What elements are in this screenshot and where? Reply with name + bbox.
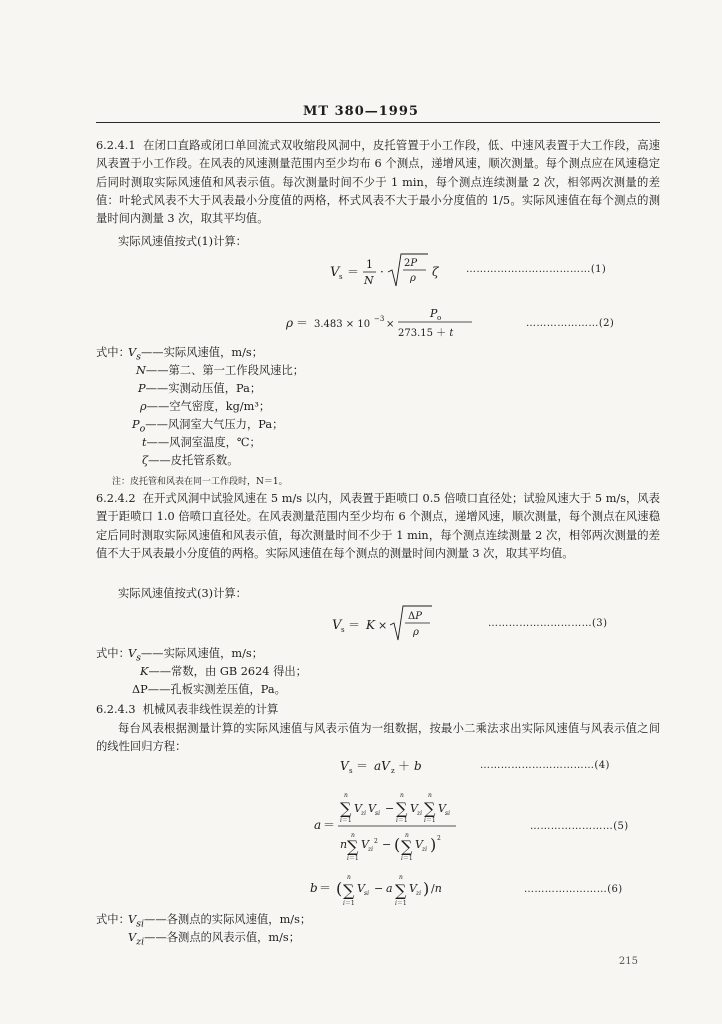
svg-text:∑: ∑ [395,881,407,900]
var-desc: ——第二、第一工作段风速比； [145,364,305,377]
svg-text:aV: aV [374,759,390,773]
page-number: 215 [618,956,638,967]
svg-text:2: 2 [437,835,441,842]
svg-text:∑: ∑ [347,837,359,856]
svg-text:V: V [410,802,418,815]
var-desc: ——实际风速值，m/s； [141,346,263,359]
svg-text:n: n [347,874,351,881]
var-symbol: ρ [140,400,147,413]
leader-dots-1: ………………………………(1) [466,264,607,275]
svg-text:i＝1: i＝1 [401,855,413,862]
svg-text:−: − [385,802,395,815]
var-desc: ——风洞室温度，℃； [146,436,261,449]
svg-text:s: s [349,767,353,775]
svg-text:i＝1: i＝1 [340,817,352,824]
svg-text:∑: ∑ [401,837,413,856]
svg-text:zi: zi [417,810,423,817]
svg-text:zi: zi [416,890,422,897]
var-desc: ——实际风速值，m/s； [141,647,263,660]
svg-text:2: 2 [374,838,378,845]
svg-text:zi: zi [361,810,367,817]
var-symbol: $V_s$ [128,346,141,363]
note: 注：皮托管和风表在同一工作段时，N＝1。 [112,477,288,487]
section-6-2-4-3-title [96,702,278,718]
var-desc: ——各测点的实际风速值，m/s； [144,913,312,926]
section-number: 6.2.4.2 [96,492,136,505]
svg-text:∑: ∑ [343,881,355,900]
svg-text:∑: ∑ [396,799,408,818]
svg-text:ΔP: ΔP [408,611,422,622]
leader-dots-3: …………………………(3) [488,618,608,629]
svg-text:s: s [339,273,343,281]
leader-dots-5: ……………………(5) [530,821,629,832]
var-row-vzi [128,930,300,950]
var-symbol: $V_{si}$ [128,913,145,930]
svg-text:o: o [437,314,442,322]
calc-intro-3: 实际风速值按式(3)计算： [118,587,247,600]
svg-text:si: si [364,890,369,897]
svg-text:n: n [351,832,355,839]
svg-text:＝: ＝ [319,881,332,895]
leader-dots-6: ……………………(6) [524,884,623,895]
header-rule [96,122,660,123]
svg-text:s: s [341,626,345,634]
svg-text:273.15 ＋ t: 273.15 ＋ t [398,328,454,339]
eq-number-1: (1) [590,264,607,275]
svg-text:∑: ∑ [340,799,352,818]
var-symbol: ΔP [132,683,148,696]
page-header: MT 380—1995 [303,104,419,119]
var-row-p [138,381,261,397]
where-label-3: 式中： [96,913,130,926]
where-label-2: 式中： [96,647,130,660]
svg-text:n: n [340,838,348,851]
svg-text:V: V [409,882,417,895]
var-symbol: $V_{zi}$ [128,931,145,948]
svg-text:1: 1 [366,258,373,271]
svg-text:n: n [428,792,432,799]
var-row-dp [132,682,286,698]
svg-text:i＝1: i＝1 [424,817,436,824]
svg-text:＝: ＝ [347,265,360,279]
svg-text:·: · [380,265,384,279]
calc-intro-1: 实际风速值按式(1)计算： [118,235,247,248]
section-number: 6.2.4.3 [96,703,136,716]
leader-dots-4: ……………………………(4) [480,760,610,771]
var-desc: ——孔板实测差压值，Pa。 [147,683,286,696]
svg-text:＝: ＝ [296,316,309,330]
svg-text:n: n [405,832,409,839]
svg-text:＝: ＝ [348,618,361,632]
var-desc: ——实测动压值，Pa； [145,382,262,395]
svg-text:V: V [354,802,362,815]
var-row-t [142,435,261,451]
eq-number-2: (2) [598,318,615,329]
svg-text:n: n [344,792,348,799]
formula-1 [320,250,460,296]
svg-text:ρ: ρ [410,273,416,284]
svg-text:V: V [368,802,376,815]
svg-text:b: b [310,881,318,895]
var-desc: ——各测点的风表示值，m/s； [144,931,301,944]
var-desc: ——空气密度，kg/m³； [146,400,271,413]
section-text: 在开式风洞中试验风速在 5 m/s 以内，风表置于距喷口 0.5 倍喷口直径处；试验风速大于 5 m/s，风表置于距喷口 1.0 倍喷口直径处。在风表测量范围内至少均布 6 个测点，递增风速，顺次测量，每个测点在风速稳定后同时测取实际风速值和风表示值，每次测量时间不少于 1 min，每个测点连续测量 2 次，相邻两次测量的差值不大于风表最小分度值的两格。实际风速值在每个测点的测量时间内测量 3 次，取其平均值。 [96,492,660,560]
var-symbol: N [136,364,146,377]
svg-text:V: V [340,759,349,773]
svg-text:): ) [423,879,430,898]
svg-text:V: V [361,838,369,851]
svg-text:a: a [386,882,393,895]
svg-text:V: V [415,838,423,851]
svg-text:＝: ＝ [356,759,369,773]
formula-6 [310,868,480,910]
section-text: 在闭口直路或闭口单回流式双收缩段风洞中，皮托管置于小工作段，低、中速风表置于大工作段，高速风表置于小工作段。在风表的风速测量范围内至少均布 6 个测点，递增风速，顺次测量。每个测点应在风速稳定后同时测取实际风速值和风表示值。每次测量时间不少于 1 min，每个测点连续测量 2 次，相邻两次测量的差值：叶轮式风表不大于风表最小分度值的两格，杯式风表不大于最小分度值的 1/5。实际风速值在每个测点的测量时间内测量 3 次，取其平均值。 [96,139,660,226]
svg-text:b: b [414,759,422,773]
svg-text:∑: ∑ [424,799,436,818]
svg-text:＝: ＝ [323,818,336,832]
svg-text:ρ: ρ [413,627,419,638]
svg-text:−: − [382,838,392,851]
svg-text:): ) [430,835,437,854]
var-row-n [136,363,304,379]
svg-text:ρ: ρ [286,316,294,330]
section-number: 6.2.4.1 [96,139,136,152]
section-6-2-4-3-text: 每台风表根据测量计算的实际风速值与风表示值为一组数据，按最小二乘法求出实际风速值与风表示值之间的线性回归方程： [96,722,660,754]
svg-text:i＝1: i＝1 [343,900,355,907]
svg-text:a: a [314,818,322,832]
var-row-zeta [142,453,239,469]
svg-text:V: V [330,265,340,280]
svg-text:(: ( [394,835,401,854]
svg-text:×: × [378,619,388,632]
leader-dots-2: …………………(2) [526,318,615,329]
svg-text:zi: zi [368,846,374,853]
section-title: 机械风表非线性误差的计算 [142,703,279,716]
var-desc: ——风洞室大气压力，Pa； [145,418,284,431]
svg-text:V: V [438,802,446,815]
formula-2 [286,302,486,342]
svg-text:n: n [400,792,404,799]
var-row-k [140,664,307,680]
var-symbol: t [142,436,147,449]
eq-number-3: (3) [592,618,608,629]
svg-text:zi: zi [422,846,428,853]
var-desc: ——皮托管系数。 [148,454,239,467]
svg-text:×: × [386,319,395,330]
svg-text:si: si [375,810,380,817]
var-row-rho [140,399,270,415]
svg-text:(: ( [336,879,343,898]
svg-text:−3: −3 [374,315,385,323]
svg-text:i＝1: i＝1 [347,855,359,862]
svg-text:z: z [391,767,395,775]
section-6-2-4-1 [96,137,660,228]
var-symbol: P [138,382,146,395]
svg-text:V: V [357,882,365,895]
svg-text:2P: 2P [404,258,418,269]
var-desc: ——常数，由 GB 2624 得出； [148,665,307,678]
svg-text:V: V [332,618,342,633]
svg-text:3.483 × 10: 3.483 × 10 [314,319,371,330]
svg-text:/n: /n [431,882,442,895]
var-symbol: K [140,665,149,678]
svg-text:P: P [430,307,438,320]
svg-text:＋: ＋ [398,759,411,773]
svg-text:−: − [374,882,384,895]
svg-text:i＝1: i＝1 [396,817,408,824]
formula-5 [314,786,484,862]
where-label-1: 式中： [96,346,130,359]
svg-text:ζ: ζ [432,265,439,279]
var-symbol: ζ [142,454,149,467]
svg-text:i＝1: i＝1 [395,900,407,907]
formula-4 [340,754,450,780]
eq-number-6: (6) [607,884,623,895]
var-symbol: $P_o$ [132,418,146,435]
svg-text:K: K [366,618,375,632]
section-6-2-4-2 [96,490,660,563]
svg-text:n: n [399,874,403,881]
eq-number-4: (4) [594,760,610,771]
eq-number-5: (5) [613,821,629,832]
svg-text:N: N [364,274,374,287]
formula-3 [332,602,442,646]
svg-text:si: si [445,810,450,817]
var-symbol: $V_s$ [128,647,141,664]
